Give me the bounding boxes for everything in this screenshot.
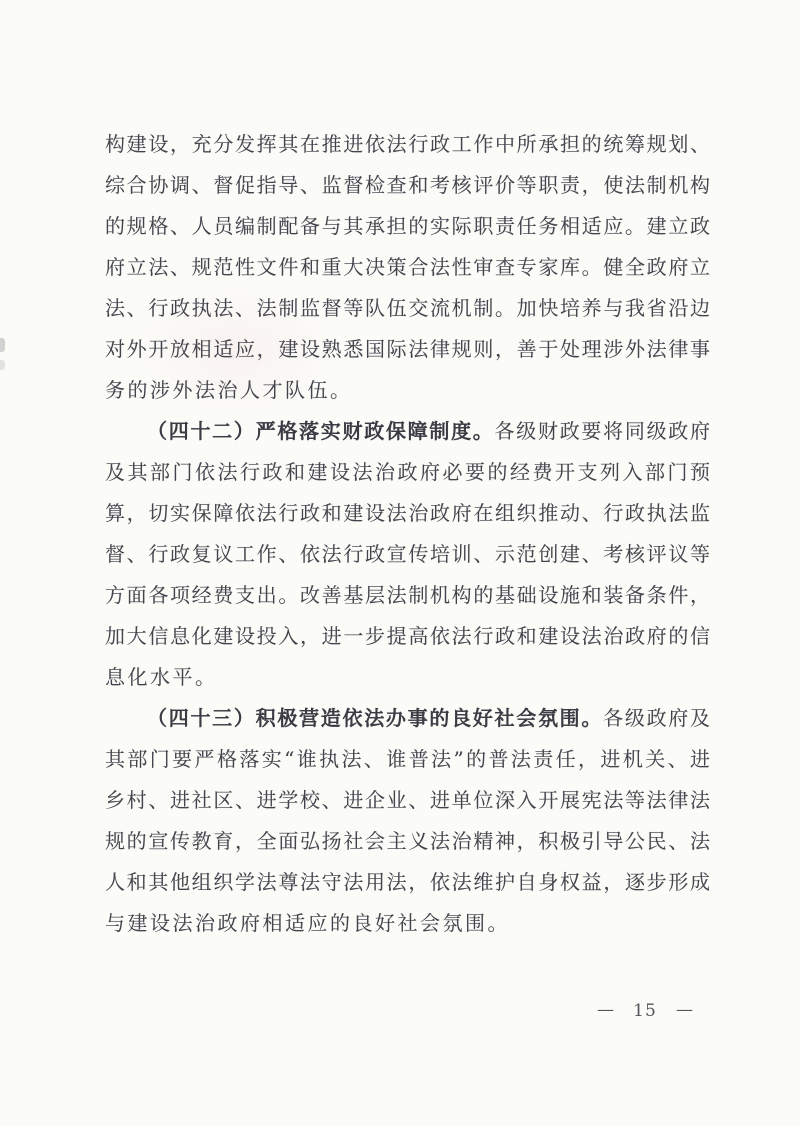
line-text: 构建设，充分发挥其在推进依法行政工作中所承担的统筹规划、 [105, 132, 710, 156]
line-text: 规的宣传教育，全面弘扬社会主义法治精神，积极引导公民、法 [105, 829, 710, 853]
text-line [105, 903, 710, 944]
line-text: 务的涉外法治人才队伍。 [105, 378, 353, 402]
line-text: 的规格、人员编制配备与其承担的实际职责任务相适应。建立政 [105, 214, 710, 238]
text-line [105, 575, 710, 616]
line-text: 人和其他组织学法尊法守法用法，依法维护自身权益，逐步形成 [105, 870, 710, 894]
line-text: 各级政府及 [603, 706, 711, 730]
line-text: 乡村、进社区、进学校、进企业、进单位深入开展宪法等法律法 [105, 788, 710, 812]
section-heading: （四十二）严格落实财政保障制度。 [147, 419, 495, 443]
text-line [105, 247, 710, 288]
footer-right-dash: — [675, 1000, 693, 1020]
line-text: 综合协调、督促指导、监督检查和考核评价等职责，使法制机构 [105, 173, 710, 197]
text-line [105, 821, 710, 862]
text-line [105, 657, 710, 698]
line-text: 及其部门依法行政和建设法治政府必要的经费开支列入部门预 [105, 460, 710, 484]
text-line [105, 780, 710, 821]
text-line [105, 206, 710, 247]
line-text: 方面各项经费支出。改善基层法制机构的基础设施和装备条件， [105, 583, 710, 607]
text-line [105, 698, 710, 739]
section-heading: （四十三）积极营造依法办事的良好社会氛围。 [147, 706, 604, 730]
text-line [105, 493, 710, 534]
text-line [105, 862, 710, 903]
text-line [105, 370, 710, 411]
page-footer [597, 999, 693, 1023]
line-text: 府立法、规范性文件和重大决策合法性审查专家库。健全政府立 [105, 255, 710, 279]
text-line [105, 124, 710, 165]
line-text: 与建设法治政府相适应的良好社会氛围。 [105, 911, 510, 935]
text-line [105, 165, 710, 206]
line-text: 其部门要严格落实“谁执法、谁普法”的普法责任，进机关、进 [105, 747, 710, 771]
line-text: 息化水平。 [105, 665, 218, 689]
page-number: 15 [633, 1001, 657, 1021]
text-line [105, 288, 710, 329]
line-text: 各级财政要将同级政府 [494, 419, 711, 443]
text-line [105, 534, 710, 575]
line-text: 督、行政复议工作、依法行政宣传培训、示范创建、考核评议等 [105, 542, 710, 566]
line-text: 法、行政执法、法制监督等队伍交流机制。加快培养与我省沿边 [105, 296, 710, 320]
text-line [105, 739, 710, 780]
binding-mark [0, 360, 5, 370]
text-line [105, 411, 710, 452]
text-block [105, 124, 710, 944]
text-line [105, 616, 710, 657]
text-line [105, 329, 710, 370]
line-text: 加大信息化建设投入，进一步提高依法行政和建设法治政府的信 [105, 624, 710, 648]
binding-mark [0, 338, 5, 352]
line-text: 算，切实保障依法行政和建设法治政府在组织推动、行政执法监 [105, 501, 710, 525]
line-text: 对外开放相适应，建设熟悉国际法律规则，善于处理涉外法律事 [105, 337, 710, 361]
footer-left-dash: — [597, 1000, 614, 1020]
text-line [105, 452, 710, 493]
